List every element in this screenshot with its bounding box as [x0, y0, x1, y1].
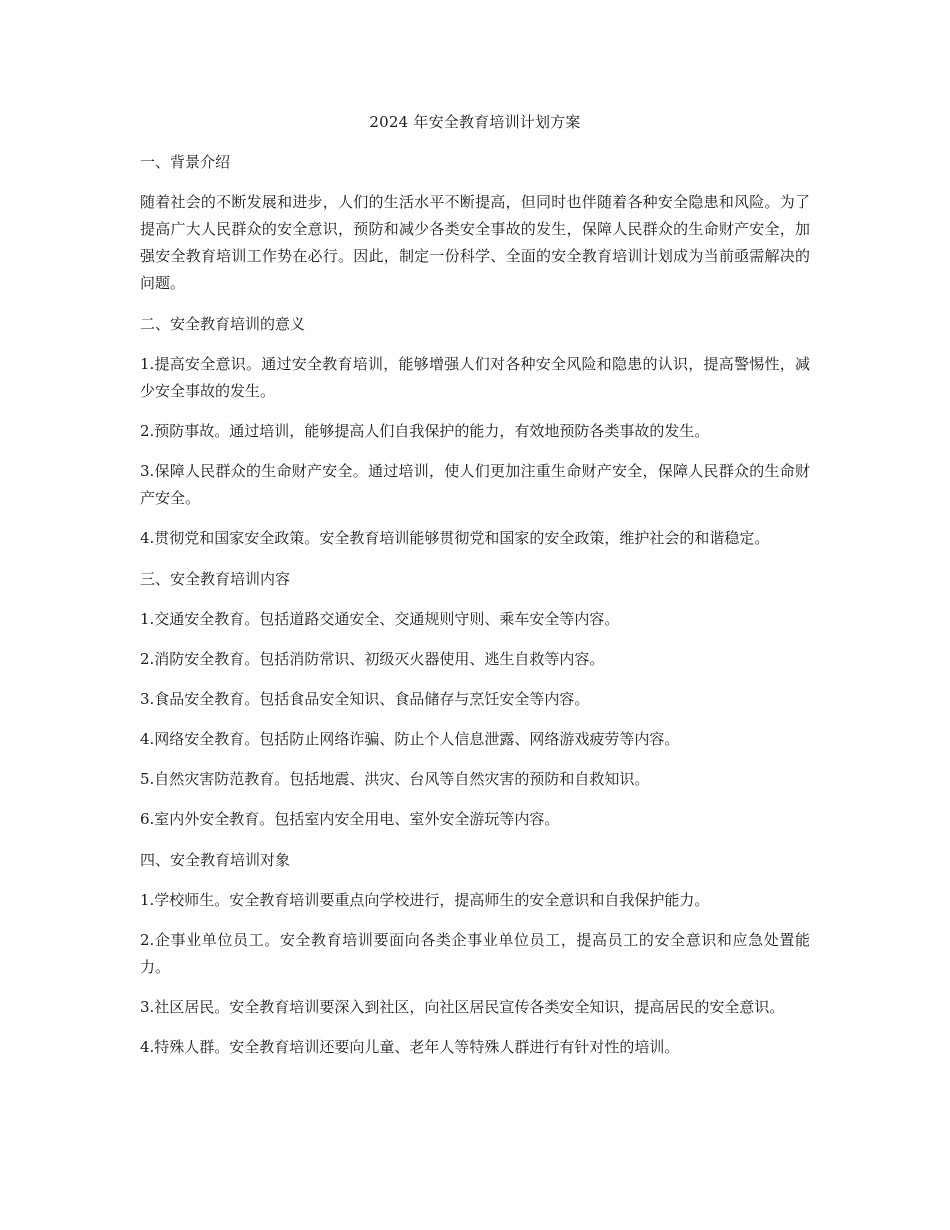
section-heading: 四、安全教育培训对象	[140, 851, 291, 869]
section-heading: 二、安全教育培训的意义	[140, 315, 306, 333]
paragraph: 5.自然灾害防范教育。包括地震、洪灾、台风等自然灾害的预防和自救知识。	[140, 770, 650, 788]
paragraph: 1.学校师生。安全教育培训要重点向学校进行，提高师生的安全意识和自我保护能力。	[140, 891, 710, 909]
paragraph: 6.室内外安全教育。包括室内安全用电、室外安全游玩等内容。	[140, 810, 560, 828]
paragraph: 1.提高安全意识。通过安全教育培训，能够增强人们对各种安全风险和隐患的认识，提高警惕性，减少安全事故的发生。	[140, 355, 810, 400]
paragraph: 3.社区居民。安全教育培训要深入到社区，向社区居民宣传各类安全知识，提高居民的安全意识。	[140, 998, 785, 1016]
paragraph: 3.保障人民群众的生命财产安全。通过培训，使人们更加注重生命财产安全，保障人民群众的生命财产安全。	[140, 462, 810, 507]
document-title: 2024 年安全教育培训计划方案	[369, 113, 581, 131]
paragraph: 随着社会的不断发展和进步，人们的生活水平不断提高，但同时也伴随着各种安全隐患和风险。为了提高广大人民群众的安全意识，预防和减少各类安全事故的发生，保障人民群众的生命财产安全，加强安全教育培训工作势在必行。因此，制定一份科学、全面的安全教育培训计划成为当前亟需解决的问题。	[140, 193, 810, 292]
paragraph: 3.食品安全教育。包括食品安全知识、食品储存与烹饪安全等内容。	[140, 690, 590, 708]
paragraph: 2.企事业单位员工。安全教育培训要面向各类企事业单位员工，提高员工的安全意识和应急处置能力。	[140, 931, 810, 976]
document-body	[140, 108, 810, 1074]
paragraph: 1.交通安全教育。包括道路交通安全、交通规则守则、乘车安全等内容。	[140, 610, 620, 628]
section-heading: 三、安全教育培训内容	[140, 570, 291, 588]
paragraph: 2.消防安全教育。包括消防常识、初级灭火器使用、逃生自救等内容。	[140, 650, 605, 668]
paragraph: 4.特殊人群。安全教育培训还要向儿童、老年人等特殊人群进行有针对性的培训。	[140, 1038, 680, 1056]
paragraph: 2.预防事故。通过培训，能够提高人们自我保护的能力，有效地预防各类事故的发生。	[140, 422, 710, 440]
paragraph: 4.网络安全教育。包括防止网络诈骗、防止个人信息泄露、网络游戏疲劳等内容。	[140, 730, 680, 748]
paragraph: 4.贯彻党和国家安全政策。安全教育培训能够贯彻党和国家的安全政策，维护社会的和谐稳定。	[140, 529, 770, 547]
section-heading: 一、背景介绍	[140, 153, 231, 171]
